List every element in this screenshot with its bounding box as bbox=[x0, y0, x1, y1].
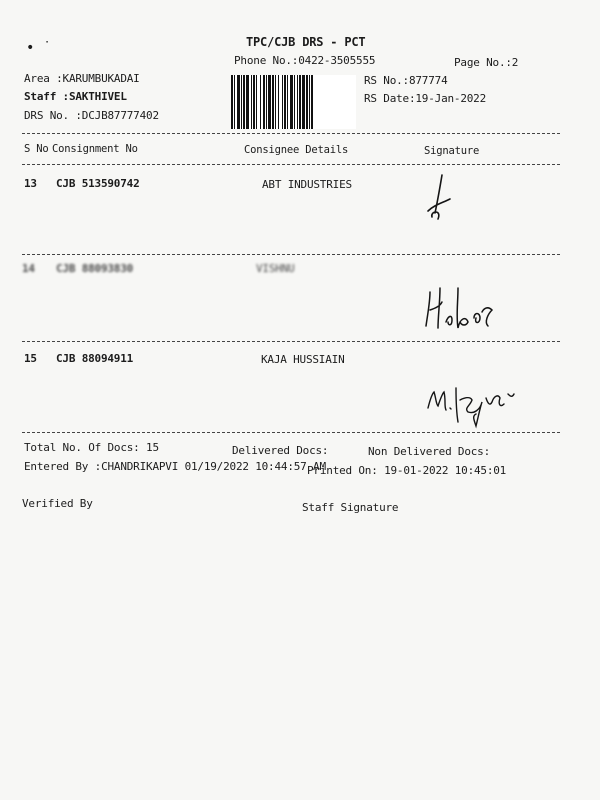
row-15-signature bbox=[424, 378, 524, 430]
rs-number: RS No.:877774 bbox=[364, 74, 448, 87]
row-14-signature bbox=[418, 282, 508, 336]
entered-by: Entered By :CHANDRIKAPVI 01/19/2022 10:44:57 AM bbox=[24, 460, 326, 473]
col-header-consignee: Consignee Details bbox=[244, 144, 349, 156]
barcode bbox=[231, 75, 356, 129]
row-13-consignment: CJB 513590742 bbox=[56, 177, 140, 190]
row-13-signature bbox=[420, 165, 460, 227]
row-14-sno: 14 bbox=[22, 262, 35, 275]
phone-number: Phone No.:0422-3505555 bbox=[234, 54, 376, 67]
col-header-sno: S No bbox=[24, 143, 49, 155]
row-14-consignment: CJB 88093830 bbox=[56, 262, 134, 275]
divider bbox=[22, 133, 560, 134]
col-header-consignment: Consignment No bbox=[52, 143, 138, 155]
rs-date: RS Date:19-Jan-2022 bbox=[364, 92, 487, 105]
drs-number: DRS No. :DCJB87777402 bbox=[24, 109, 159, 122]
staff-signature-label: Staff Signature bbox=[302, 501, 399, 514]
row-15-consignee: KAJA HUSSIAIN bbox=[261, 353, 345, 366]
barcode-bar bbox=[313, 75, 316, 129]
delivered-docs: Delivered Docs: bbox=[232, 444, 329, 457]
divider bbox=[22, 432, 560, 433]
staff-label: Staff :SAKTHIVEL bbox=[24, 90, 127, 103]
divider bbox=[22, 341, 560, 342]
row-14-consignee: VISHNU bbox=[256, 262, 295, 275]
row-15-consignment: CJB 88094911 bbox=[56, 352, 134, 365]
printed-on: Printed On: 19-01-2022 10:45:01 bbox=[307, 464, 507, 477]
row-15-sno: 15 bbox=[24, 352, 37, 365]
row-13-sno: 13 bbox=[24, 177, 37, 190]
non-delivered-docs: Non Delivered Docs: bbox=[368, 445, 491, 458]
page-number: Page No.:2 bbox=[454, 56, 519, 69]
total-docs: Total No. Of Docs: 15 bbox=[24, 441, 159, 454]
document-title: TPC/CJB DRS - PCT bbox=[246, 35, 366, 49]
divider bbox=[22, 254, 560, 255]
row-13-consignee: ABT INDUSTRIES bbox=[262, 178, 352, 191]
verified-by: Verified By bbox=[22, 497, 93, 510]
col-header-signature: Signature bbox=[424, 145, 480, 157]
area-label: Area :KARUMBUKADAI bbox=[24, 72, 140, 85]
stray-marks: • ˙ bbox=[26, 40, 52, 56]
divider bbox=[22, 164, 560, 165]
